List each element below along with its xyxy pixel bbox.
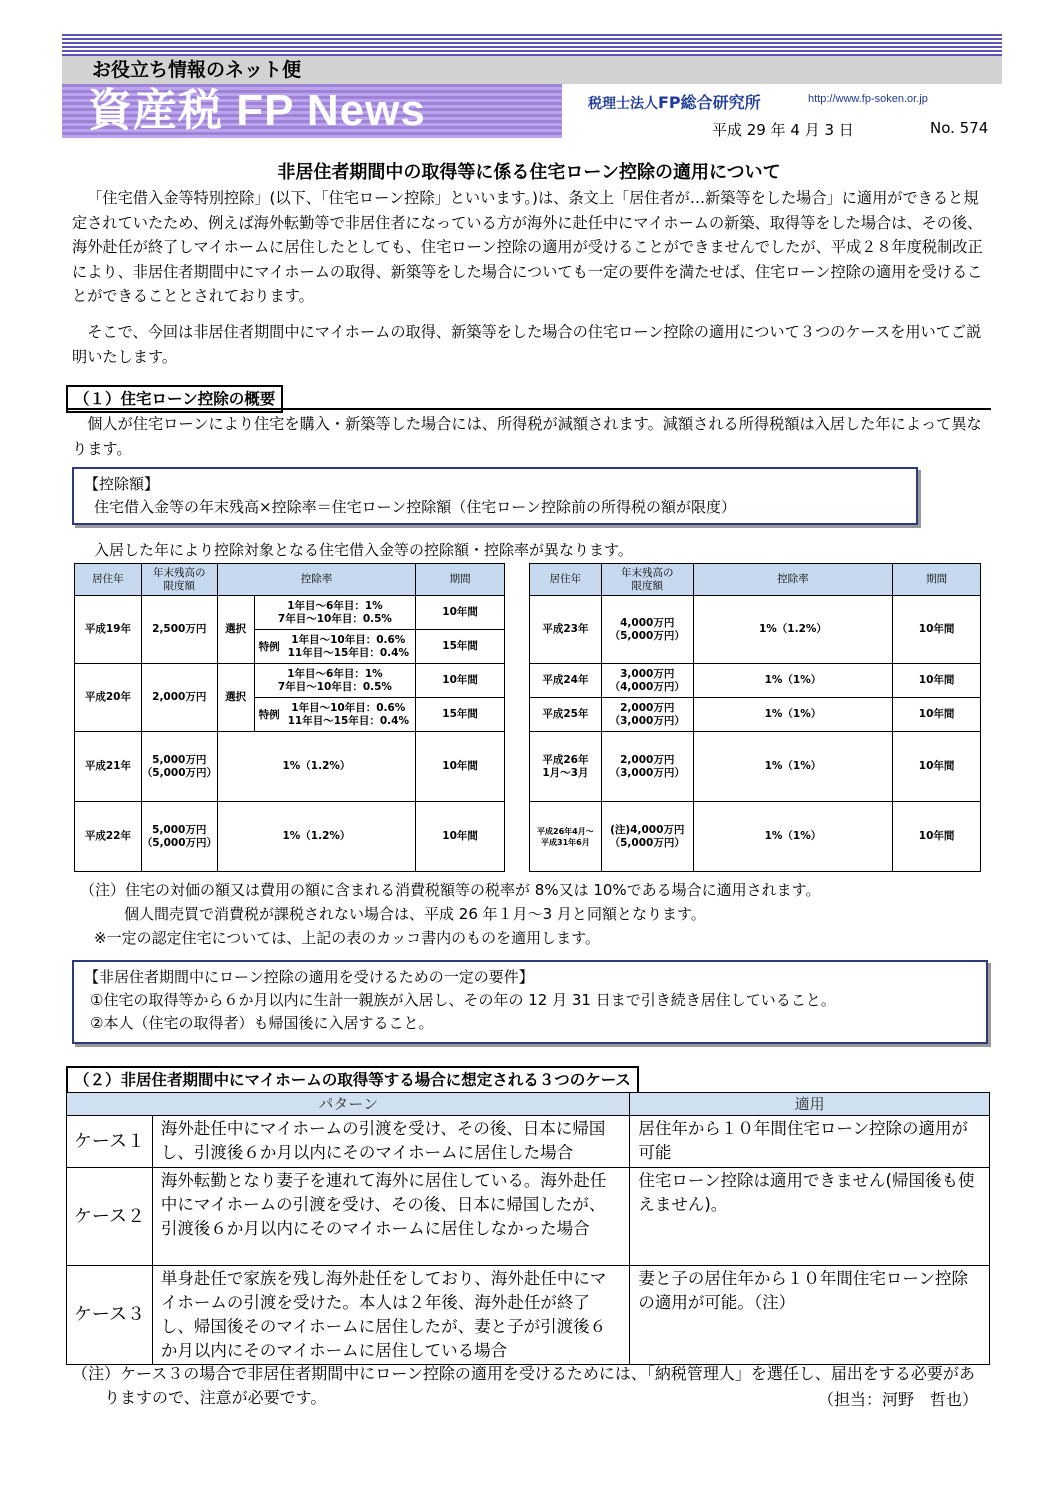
cell-limit: 3,000万円 （4,000万円） — [601, 664, 693, 698]
case-row — [67, 1266, 990, 1365]
cell-year: 平成24年 — [530, 664, 602, 698]
issue-date: 平成 29 年 4 月 3 日 — [712, 121, 854, 139]
company-prefix: 税理士法人 — [588, 96, 658, 112]
cell-rate: 1年目～6年目：1% 7年目～10年目：0.5% — [254, 596, 416, 630]
case-label: ケース２ — [67, 1168, 153, 1266]
intro-paragraph-1: 「住宅借入金等特別控除」(以下、「住宅ローン控除」といいます。)は、条文上「居住者が…新築等をした場合」に適用ができると規定されていたため、例えば海外転勤等で非居住者になっている方が海外に赴任中にマイホームの新築、取得等をした場合は、その後、海外赴任が終了しマイホームに居住したとしても、住宅ローン控除の適用が受けることができませんでしたが、平成２８年度税制改正により、非居住者期間中にマイホームの取得、新築等をした場合についても一定の要件を満たせば、住宅ローン控除の適用を受けることができることとされております。 — [72, 189, 983, 305]
cell-limit: 2,000万円 （3,000万円） — [601, 732, 693, 802]
case-label: ケース３ — [67, 1266, 153, 1365]
cell-limit: 2,000万円 （3,000万円） — [601, 698, 693, 732]
table-row — [75, 664, 505, 698]
cell-limit: 5,000万円 （5,000万円） — [141, 732, 217, 802]
case-label: ケース１ — [67, 1116, 153, 1168]
requirements-box — [72, 960, 988, 1044]
rate-note-3: ※一定の認定住宅については、上記の表のカッコ書内のものを適用します。 — [94, 929, 600, 947]
header-rate: 控除率 — [693, 564, 893, 596]
cases-header-row — [67, 1093, 990, 1116]
cell-limit: 5,000万円 （5,000万円） — [141, 802, 217, 872]
case-pattern: 海外赴任中にマイホームの引渡を受け、その後、日本に帰国し、引渡後６か月以内にそのマイホームに居住した場合 — [152, 1116, 629, 1168]
header-pattern: パターン — [67, 1093, 630, 1116]
table-row — [75, 732, 505, 802]
cell-limit: 2,500万円 — [141, 596, 217, 664]
table-intro: 入居した年により控除対象となる住宅借入金等の控除額・控除率が異なります。 — [94, 541, 633, 559]
cell-choice: 選択 — [217, 664, 254, 732]
cell-rate: 1%（1.2%） — [693, 596, 893, 664]
cell-period: 10年間 — [893, 732, 981, 802]
case-row — [67, 1116, 990, 1168]
intro-paragraph-2: そこで、今回は非居住者期間中にマイホームの取得、新築等をした場合の住宅ローン控除の適用について３つのケースを用いてご説明いたします。 — [72, 323, 982, 366]
formula-title: 【控除額】 — [84, 475, 160, 493]
header-limit: 年末残高の 限度額 — [141, 564, 217, 596]
header-year: 居住年 — [530, 564, 602, 596]
rate-note-1: （注）住宅の対価の額又は費用の額に含まれる消費税額等の税率が 8%又は 10%である場合に適用されます。 — [80, 881, 821, 899]
cell-period: 15年間 — [416, 698, 505, 732]
table-row — [75, 802, 505, 872]
cell-rate: 1%（1%） — [693, 664, 893, 698]
cell-period: 10年間 — [416, 732, 505, 802]
section1-text: 個人が住宅ローンにより住宅を購入・新築等した場合には、所得税が減額されます。減額される所得税額は入居した年によって異なります。 — [72, 415, 982, 458]
cell-choice: 選択 — [217, 596, 254, 664]
rate-table-left — [74, 563, 505, 872]
company-url[interactable]: http://www.fp-soken.or.jp — [808, 93, 928, 105]
cell-period: 10年間 — [416, 802, 505, 872]
cell-period: 10年間 — [416, 664, 505, 698]
header-period: 期間 — [416, 564, 505, 596]
formula-text: 住宅借入金等の年末残高×控除率＝住宅ローン控除額（住宅ローン控除前の所得税の額が限度） — [94, 498, 736, 516]
cell-year: 平成22年 — [75, 802, 142, 872]
cell-rate: 1%（1.2%） — [217, 802, 416, 872]
requirement-item: ②本人（住宅の取得者）も帰国後に入居すること。 — [90, 1014, 434, 1032]
cell-rate: 1%（1%） — [693, 698, 893, 732]
table-row — [530, 732, 981, 802]
article-title: 非居住者期間中の取得等に係る住宅ローン控除の適用について — [277, 162, 781, 183]
case-apply: 居住年から１０年間住宅ローン控除の適用が可能 — [630, 1116, 990, 1168]
cell-year: 平成25年 — [530, 698, 602, 732]
cell-limit: 4,000万円 （5,000万円） — [601, 596, 693, 664]
table-row — [530, 596, 981, 664]
cases-table — [66, 1092, 990, 1365]
header-stripe — [62, 34, 1002, 56]
rate-note-2: 個人間売買で消費税が課税されない場合は、平成 26 年１月～3 月と同額となります。 — [124, 905, 706, 923]
header-limit: 年末残高の 限度額 — [601, 564, 693, 596]
cell-limit: (注)4,000万円 （5,000万円） — [601, 802, 693, 872]
cell-period: 10年間 — [893, 698, 981, 732]
header-year: 居住年 — [75, 564, 142, 596]
table-row — [530, 698, 981, 732]
header-rate: 控除率 — [217, 564, 416, 596]
section1-heading: （１）住宅ローン控除の概要 — [66, 385, 283, 413]
cell-period: 15年間 — [416, 630, 505, 664]
cell-year: 平成26年4月～ 平成31年6月 — [530, 802, 602, 872]
cell-year: 平成23年 — [530, 596, 602, 664]
cell-rate: 1%（1.2%） — [217, 732, 416, 802]
requirement-item: ①住宅の取得等から６か月以内に生計一親族が入居し、その年の 12 月 31 日まで引き続き居住していること。 — [90, 991, 836, 1009]
table-header-row — [530, 564, 981, 596]
cell-period: 10年間 — [893, 596, 981, 664]
company-main: FP総合研究所 — [658, 93, 761, 112]
case-apply: 住宅ローン控除は適用できません(帰国後も使えません)。 — [630, 1168, 990, 1266]
cell-year: 平成20年 — [75, 664, 142, 732]
table-row — [530, 802, 981, 872]
author: （担当：河野 哲也） — [818, 1390, 979, 1409]
rate-table-right — [529, 563, 981, 872]
requirements-title: 【非居住者期間中にローン控除の適用を受けるための一定の要件】 — [84, 968, 534, 986]
cell-year: 平成19年 — [75, 596, 142, 664]
cell-limit: 2,000万円 — [141, 664, 217, 732]
header-apply: 適用 — [630, 1093, 990, 1116]
cell-period: 10年間 — [893, 802, 981, 872]
table-header-row — [75, 564, 505, 596]
tagline: お役立ち情報のネット便 — [92, 59, 302, 81]
cell-rate: 1%（1%） — [693, 732, 893, 802]
case-row — [67, 1168, 990, 1266]
cell-year: 平成21年 — [75, 732, 142, 802]
case-pattern: 単身赴任で家族を残し海外赴任をしており、海外赴任中にマイホームの引渡を受けた。本人は２年後、海外赴任が終了し、帰国後そのマイホームに居住したが、妻と子が引渡後６か月以内にそのマイホームに居住している場合 — [152, 1266, 629, 1365]
cell-rate: 1%（1%） — [693, 802, 893, 872]
section2-heading: （２）非居住者期間中にマイホームの取得等する場合に想定される３つのケース — [66, 1066, 639, 1094]
cell-period: 10年間 — [416, 596, 505, 630]
table-row — [530, 664, 981, 698]
cell-rate: 1年目～6年目：1% 7年目～10年目：0.5% — [254, 664, 416, 698]
cell-rate-special: 特例1年目～10年目：0.6% 11年目～15年目：0.4% — [254, 698, 416, 732]
issue-number: No. 574 — [930, 119, 989, 137]
case-apply: 妻と子の居住年から１０年間住宅ローン控除の適用が可能。（注） — [630, 1266, 990, 1365]
header-period: 期間 — [893, 564, 981, 596]
cell-year: 平成26年 1月～3月 — [530, 732, 602, 802]
newsletter-title: 資産税 FP News — [88, 86, 426, 135]
deduction-formula-box — [72, 467, 918, 525]
company-name — [588, 90, 761, 113]
cases-note: （注）ケース３の場合で非居住者期間中にローン控除の適用を受けるためには、「納税管理人」を選任し、届出をする必要がありますので、注意が必要です。 — [72, 1364, 975, 1407]
table-row — [75, 596, 505, 630]
case-pattern: 海外転勤となり妻子を連れて海外に居住している。海外赴任中にマイホームの引渡を受け、その後、日本に帰国したが、引渡後６か月以内にそのマイホームに居住しなかった場合 — [152, 1168, 629, 1266]
cell-rate-special: 特例1年目～10年目：0.6% 11年目～15年目：0.4% — [254, 630, 416, 664]
section1-rule — [66, 408, 991, 410]
cell-period: 10年間 — [893, 664, 981, 698]
